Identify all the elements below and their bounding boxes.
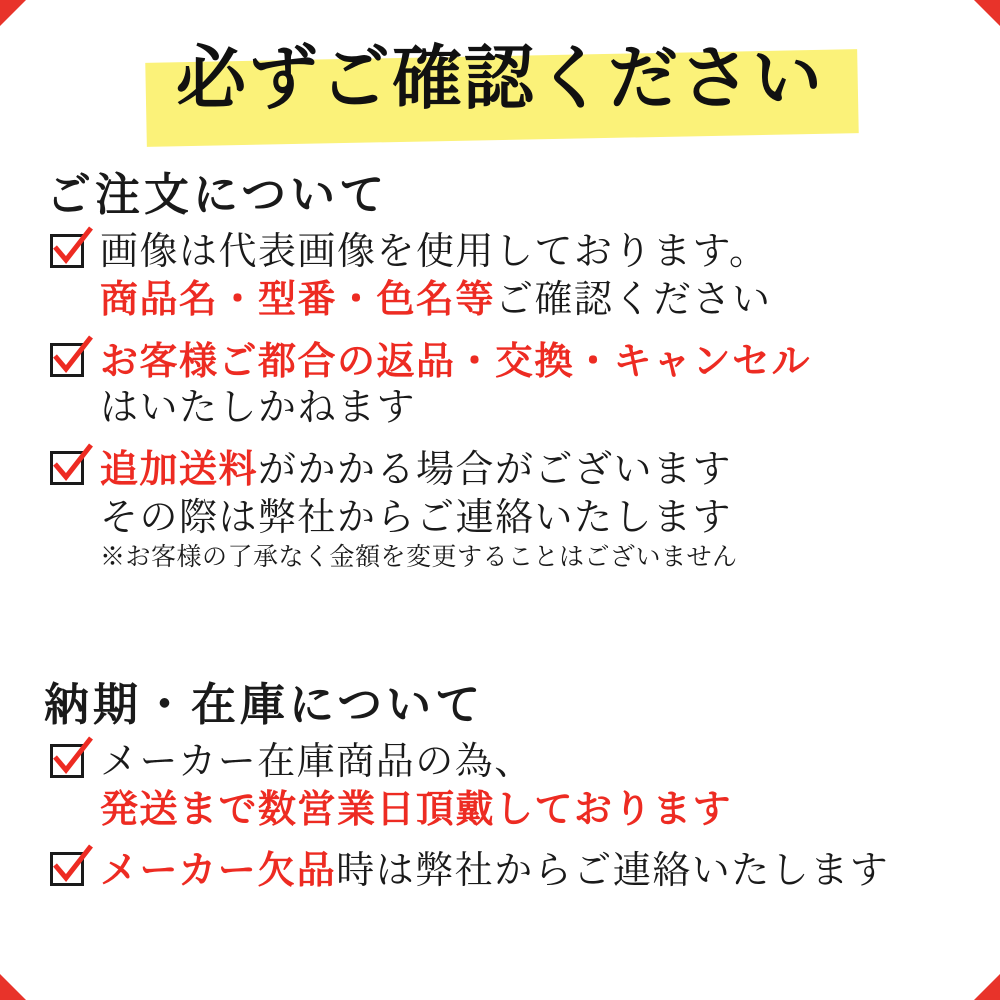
list-item <box>44 337 974 431</box>
item-line-emphasis: 商品名・型番・色名等 <box>100 276 496 322</box>
list-item <box>44 445 974 573</box>
checkbox-checked-icon <box>50 234 84 268</box>
item-line: お客様ご都合の返品・交換・キャンセル <box>100 338 812 384</box>
item-line-emphasis: 追加送料 <box>100 446 259 492</box>
item-line-plain: がかかる場合がございます <box>258 447 733 492</box>
list-item <box>44 228 974 323</box>
item-line-plain: 時は弊社からご連絡いたします <box>336 848 890 893</box>
list-item <box>44 846 974 894</box>
item-line <box>100 445 974 493</box>
list-item <box>44 738 974 832</box>
section-delivery-stock <box>44 678 974 908</box>
checkbox-checked-icon <box>50 343 84 377</box>
item-line: メーカー在庫商品の為、 <box>100 739 534 783</box>
corner-decoration-top-right <box>974 0 1000 26</box>
item-note: ※お客様の了承なく金額を変更することはございません <box>100 541 738 571</box>
checkbox-checked-icon <box>50 451 84 485</box>
section-order <box>44 168 974 587</box>
section-heading-delivery-stock: 納期・在庫について <box>44 678 485 731</box>
corner-decoration-top-left <box>0 0 26 26</box>
section-heading-order: ご注文について <box>46 168 389 221</box>
item-line-plain: ご確認ください <box>495 277 772 322</box>
item-line-emphasis: メーカー欠品 <box>100 847 337 893</box>
item-line <box>100 275 974 323</box>
page-title <box>0 34 1000 122</box>
corner-decoration-bottom-left <box>0 974 26 1000</box>
item-line <box>100 846 974 894</box>
checkbox-checked-icon <box>50 852 84 886</box>
item-line: 画像は代表画像を使用しております。 <box>100 229 769 273</box>
item-line: はいたしかねます <box>100 385 417 430</box>
item-line: 発送まで数営業日頂戴しております <box>100 786 733 832</box>
item-line: その際は弊社からご連絡いたします <box>100 494 733 539</box>
checkbox-checked-icon <box>50 744 84 778</box>
title-text: 必ずご確認ください <box>176 36 824 119</box>
corner-decoration-bottom-right <box>974 974 1000 1000</box>
